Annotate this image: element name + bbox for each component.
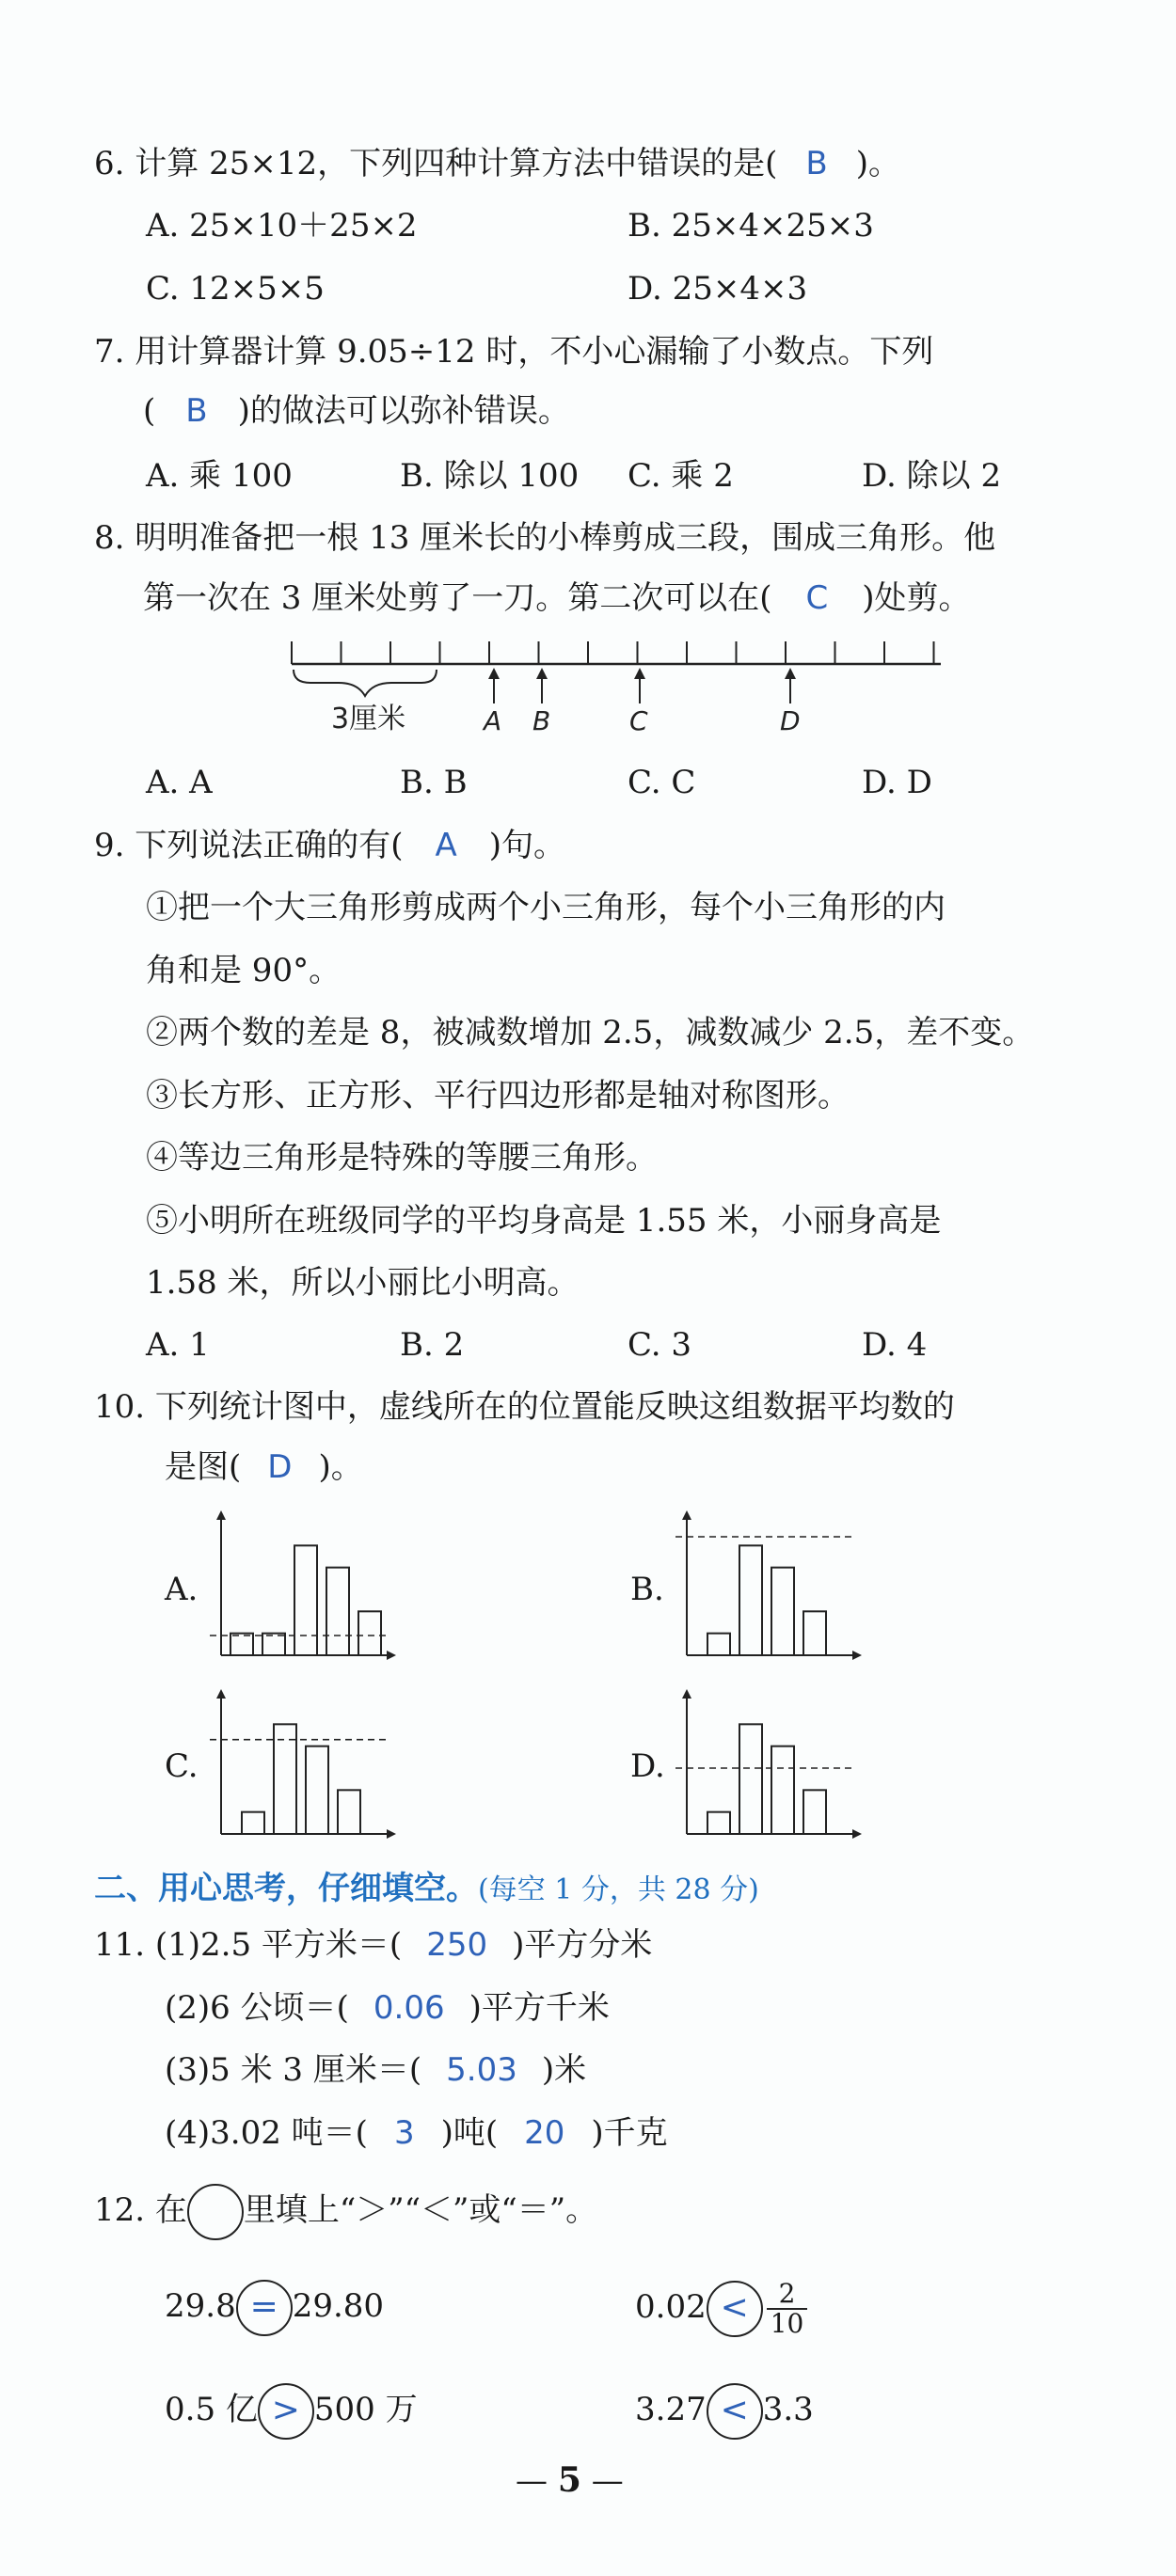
bar [739, 1724, 762, 1834]
q10-stem-line2: 是图( D )。 [165, 1448, 363, 1486]
brace-label: 3厘米 [331, 703, 406, 735]
q10-stem-line1: 10. 下列统计图中，虚线所在的位置能反映这组数据平均数的 [94, 1388, 955, 1426]
q9-option-a: A. 1 [146, 1326, 210, 1364]
q12-item-1: 29.8 = 29.80 [165, 2280, 384, 2336]
bar [306, 1746, 328, 1834]
bar [358, 1611, 381, 1655]
marker-b [532, 668, 550, 736]
y-axis-arrow [216, 1510, 226, 1520]
ruler-diagram [282, 630, 960, 752]
y-axis-arrow [682, 1510, 691, 1520]
brace [294, 670, 437, 696]
q11-answer-4a: 3 [393, 2114, 415, 2152]
ruler-ticks [292, 641, 934, 664]
chart-a [202, 1505, 400, 1674]
x-axis-arrow [387, 1829, 396, 1839]
q9-statement-5b: 1.58 米，所以小丽比小明高。 [146, 1264, 580, 1302]
chart-d [668, 1683, 866, 1853]
q9-stem: 9. 下列说法正确的有( A )句。 [94, 827, 566, 864]
q12-item-2: 0.02 < $\frac{2}{10}$ [635, 2280, 807, 2338]
q7-stem-line2: ( B )的做法可以弥补错误。 [143, 392, 570, 430]
bar [707, 1634, 730, 1655]
bar [707, 1812, 730, 1834]
q9-statement-1b: 角和是 90°。 [146, 952, 342, 989]
q8-answer: C [805, 579, 829, 617]
svg-text:B: B [532, 705, 551, 736]
q8-option-c: C. C [628, 764, 696, 801]
q6-stem: 6. 计算 25×12，下列四种计算方法中错误的是( B )。 [94, 145, 900, 182]
q12-answer-2: < [707, 2281, 763, 2337]
chart-b [668, 1505, 866, 1674]
q9-statement-5a: ⑤小明所在班级同学的平均身高是 1.55 米，小丽身高是 [146, 1202, 942, 1240]
bar [230, 1634, 253, 1655]
q9-option-b: B. 2 [400, 1326, 465, 1364]
chart-a-label: A. [165, 1571, 199, 1608]
q9-option-c: C. 3 [628, 1326, 692, 1364]
page-number: 5 [557, 2460, 581, 2500]
x-axis-arrow [852, 1651, 862, 1660]
q10-answer: D [267, 1448, 293, 1486]
x-axis-arrow [852, 1829, 862, 1839]
q8-stem-line1: 8. 明明准备把一根 13 厘米长的小棒剪成三段，围成三角形。他 [94, 519, 996, 557]
q9-option-d: D. 4 [862, 1326, 928, 1364]
q7-option-b: B. 除以 100 [400, 457, 580, 495]
bar [242, 1812, 264, 1834]
q8-option-a: A. A [146, 764, 213, 801]
q12-answer-1: = [236, 2280, 293, 2336]
bar [771, 1568, 794, 1655]
q11-answer-4b: 20 [524, 2114, 565, 2152]
marker-d [780, 668, 801, 736]
q8-option-d: D. D [862, 764, 932, 801]
bar [326, 1568, 349, 1655]
y-axis-arrow [682, 1689, 691, 1699]
q9-statement-2: ②两个数的差是 8，被减数增加 2.5，减数减少 2.5，差不变。 [146, 1014, 1035, 1051]
svg-text:A: A [484, 705, 502, 736]
q7-option-c: C. 乘 2 [628, 457, 734, 495]
q9-statement-1a: ①把一个大三角形剪成两个小三角形，每个小三角形的内 [146, 889, 946, 926]
q12-stem: 12. 在 里填上“＞”“＜”或“＝”。 [94, 2184, 597, 2240]
q7-option-a: A. 乘 100 [146, 457, 293, 495]
bar [262, 1634, 285, 1655]
q12-item-3: 0.5 亿 > 500 万 [165, 2383, 418, 2440]
y-axis-arrow [216, 1689, 226, 1699]
bar [803, 1790, 826, 1834]
chart-b-label: B. [630, 1571, 664, 1608]
empty-circle-icon [187, 2184, 244, 2240]
q11-part4: (4)3.02 吨＝( 3 )吨( 20 )千克 [165, 2114, 668, 2152]
q6-option-b: B. 25×4×25×3 [628, 207, 874, 245]
bar [803, 1611, 826, 1655]
marker-c [629, 668, 648, 736]
chart-d-label: D. [630, 1747, 665, 1785]
q7-stem-line1: 7. 用计算器计算 9.05÷12 时，不小心漏输了小数点。下列 [94, 333, 934, 371]
q6-option-a: A. 25×10＋25×2 [146, 207, 418, 245]
bar [338, 1790, 360, 1834]
section2-heading: 二、用心思考，仔细填空。(每空 1 分，共 28 分) [94, 1870, 759, 1907]
q8-stem-line2: 第一次在 3 厘米处剪了一刀。第二次可以在( C )处剪。 [143, 579, 971, 617]
q9-statement-3: ③长方形、正方形、平行四边形都是轴对称图形。 [146, 1077, 850, 1114]
bar [274, 1724, 296, 1834]
q9-answer: A [435, 827, 457, 864]
chart-c-label: C. [165, 1747, 199, 1785]
q11-answer-1: 250 [426, 1926, 488, 1964]
q6-answer: B [805, 145, 828, 182]
marker-a [482, 668, 501, 736]
q12-item-4: 3.27 < 3.3 [635, 2383, 814, 2440]
q11-part2: (2)6 公顷＝( 0.06 )平方千米 [165, 1989, 610, 2027]
q9-statement-4: ④等边三角形是特殊的等腰三角形。 [146, 1139, 658, 1177]
x-axis-arrow [387, 1651, 396, 1660]
q6-option-c: C. 12×5×5 [146, 270, 325, 308]
chart-c [202, 1683, 400, 1853]
bar [294, 1545, 317, 1655]
bar [739, 1545, 762, 1655]
q8-option-b: B. B [400, 764, 468, 801]
svg-text:C: C [629, 705, 648, 736]
q7-answer: B [185, 392, 208, 430]
q11-answer-3: 5.03 [446, 2051, 517, 2089]
q6-option-d: D. 25×4×3 [628, 270, 808, 308]
q11-answer-2: 0.06 [373, 1989, 445, 2027]
bar [771, 1746, 794, 1834]
page-footer: — 5 — [516, 2460, 624, 2500]
q12-answer-3: > [258, 2383, 314, 2440]
svg-text:D: D [780, 705, 801, 736]
q11-part3: (3)5 米 3 厘米＝( 5.03 )米 [165, 2051, 587, 2089]
q12-answer-4: < [707, 2383, 763, 2440]
q7-option-d: D. 除以 2 [862, 457, 1002, 495]
fraction: $\frac{2}{10}$ [767, 2280, 808, 2338]
q11-part1: 11. (1)2.5 平方米＝( 250 )平方分米 [94, 1926, 653, 1964]
